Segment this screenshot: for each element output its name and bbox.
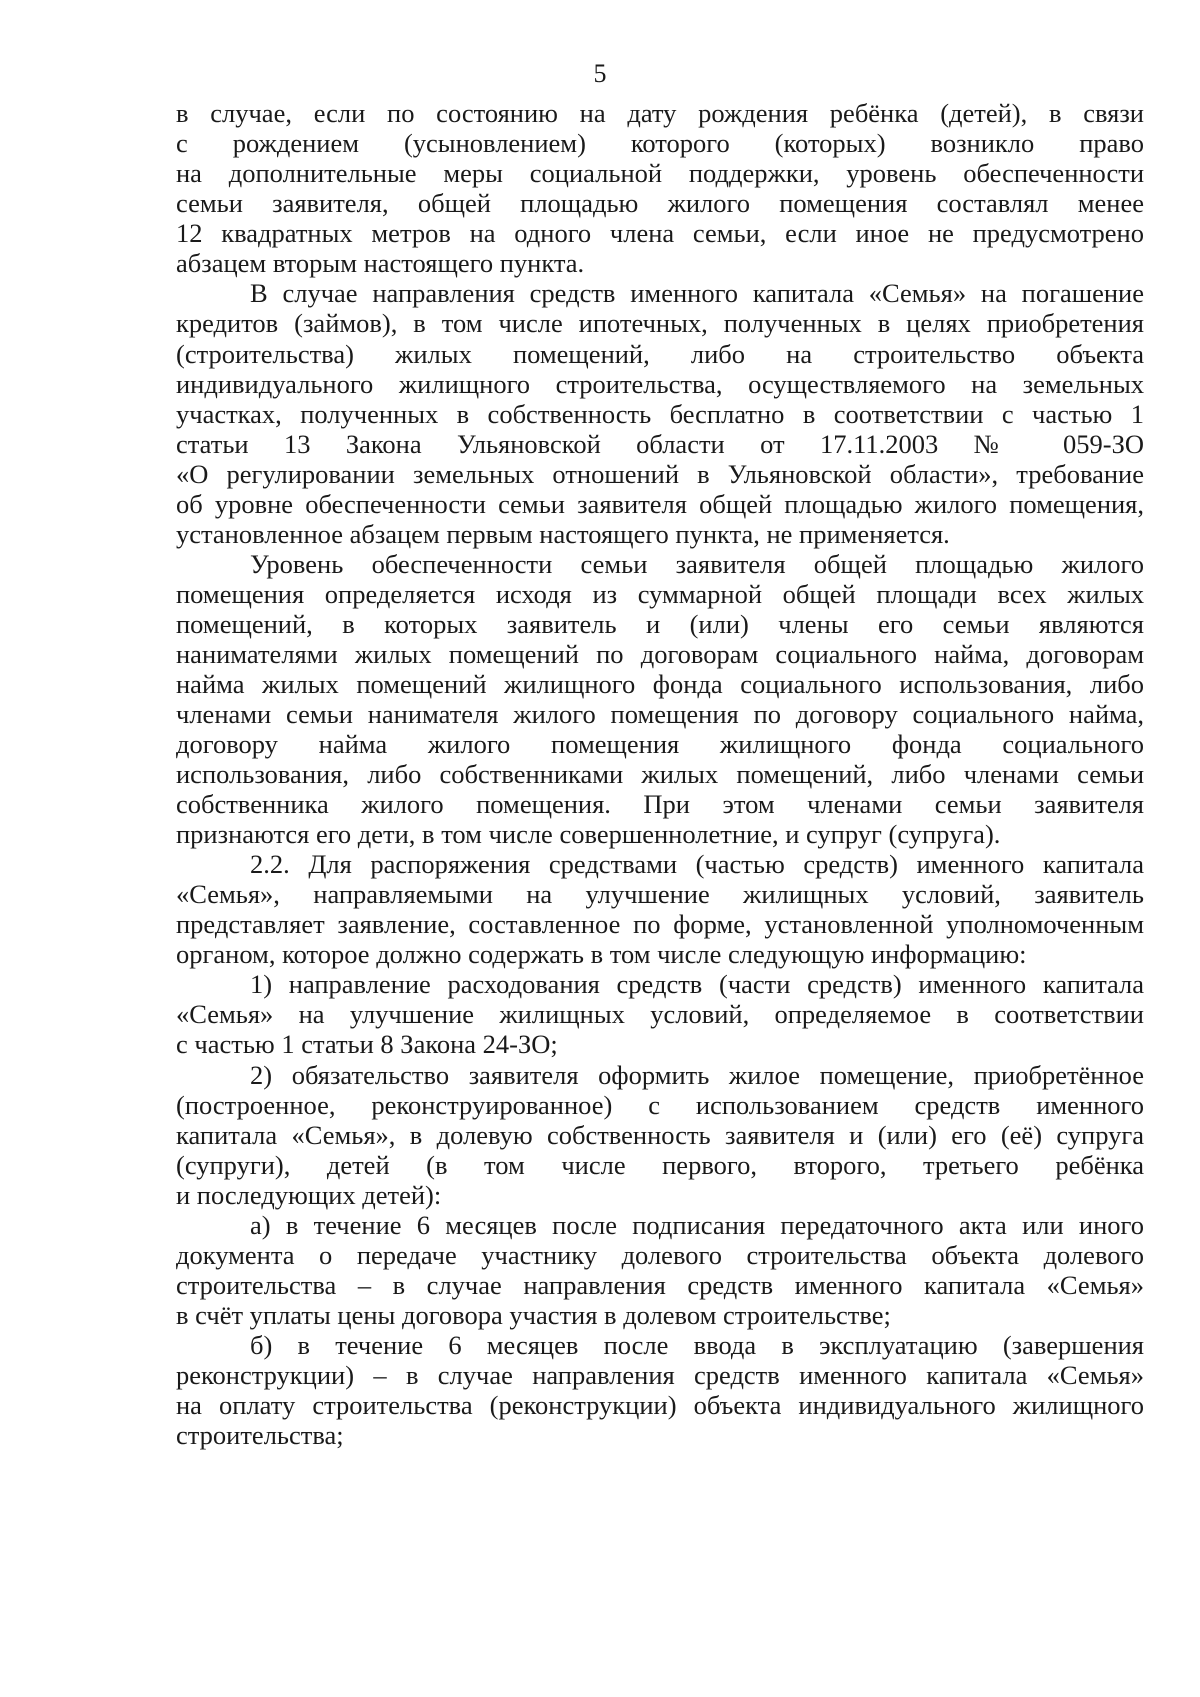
text-line: договору найма жилого помещения жилищного фонда социального	[176, 729, 1144, 759]
text-line: абзацем вторым настоящего пункта.	[176, 248, 585, 278]
text-line: (супруги), детей (в том числе первого, второго, третьего ребёнка	[176, 1150, 1144, 1180]
text-line: капитала «Семья», в долевую собственность заявителя и (или) его (её) супруга	[176, 1120, 1144, 1150]
text-line: в счёт уплаты цены договора участия в долевом строительстве;	[176, 1300, 891, 1330]
text-line: нанимателями жилых помещений по договорам социального найма, договорам	[176, 639, 1144, 669]
text-line: «О регулировании земельных отношений в Ульяновской области», требование	[176, 459, 1144, 489]
text-line: а) в течение 6 месяцев после подписания передаточного акта или иного	[250, 1210, 1144, 1240]
text-line: Уровень обеспеченности семьи заявителя общей площадью жилого	[250, 549, 1144, 579]
text-line: 2) обязательство заявителя оформить жилое помещение, приобретённое	[250, 1060, 1144, 1090]
text-line: представляет заявление, составленное по форме, установленной уполномоченным	[176, 909, 1144, 939]
text-line: с частью 1 статьи 8 Закона 24-ЗО;	[176, 1029, 558, 1059]
text-line: статьи 13 Закона Ульяновской области от 17.11.2003 № 059-ЗО	[176, 429, 1144, 459]
text-line: семьи заявителя, общей площадью жилого помещения составлял менее	[176, 188, 1144, 218]
text-line: «Семья», направляемыми на улучшение жилищных условий, заявитель	[176, 879, 1144, 909]
text-line: органом, которое должно содержать в том числе следующую информацию:	[176, 939, 1027, 969]
text-line: «Семья» на улучшение жилищных условий, определяемое в соответствии	[176, 999, 1144, 1029]
text-line: строительства – в случае направления средств именного капитала «Семья»	[176, 1270, 1144, 1300]
text-line: с рождением (усыновлением) которого (которых) возникло право	[176, 128, 1144, 158]
text-line: (построенное, реконструированное) с использованием средств именного	[176, 1090, 1144, 1120]
text-line: помещений, в которых заявитель и (или) члены его семьи являются	[176, 609, 1144, 639]
text-line: собственника жилого помещения. При этом членами семьи заявителя	[176, 789, 1144, 819]
text-line: 2.2. Для распоряжения средствами (частью средств) именного капитала	[250, 849, 1144, 879]
text-line: на дополнительные меры социальной поддержки, уровень обеспеченности	[176, 158, 1144, 188]
text-line: и последующих детей):	[176, 1180, 442, 1210]
text-line: членами семьи нанимателя жилого помещения по договору социального найма,	[176, 699, 1144, 729]
text-line: строительства;	[176, 1420, 344, 1450]
text-line: помещения определяется исходя из суммарной общей площади всех жилых	[176, 579, 1144, 609]
text-line: индивидуального жилищного строительства, осуществляемого на земельных	[176, 369, 1144, 399]
text-line: найма жилых помещений жилищного фонда социального использования, либо	[176, 669, 1144, 699]
text-line: (строительства) жилых помещений, либо на строительство объекта	[176, 339, 1144, 369]
text-line: участках, полученных в собственность бесплатно в соответствии с частью 1	[176, 399, 1144, 429]
text-line: об уровне обеспеченности семьи заявителя общей площадью жилого помещения,	[176, 489, 1144, 519]
text-line: б) в течение 6 месяцев после ввода в эксплуатацию (завершения	[250, 1330, 1144, 1360]
text-line: установленное абзацем первым настоящего пункта, не применяется.	[176, 519, 950, 549]
text-line: в случае, если по состоянию на дату рождения ребёнка (детей), в связи	[176, 98, 1144, 128]
text-line: реконструкции) – в случае направления средств именного капитала «Семья»	[176, 1360, 1144, 1390]
text-line: В случае направления средств именного капитала «Семья» на погашение	[250, 278, 1144, 308]
text-line: признаются его дети, в том числе совершеннолетние, и супруг (супруга).	[176, 819, 1001, 849]
text-line: кредитов (займов), в том числе ипотечных, полученных в целях приобретения	[176, 308, 1144, 338]
text-line: документа о передаче участнику долевого строительства объекта долевого	[176, 1240, 1144, 1270]
text-line: 12 квадратных метров на одного члена семьи, если иное не предусмотрено	[176, 218, 1144, 248]
text-line: на оплату строительства (реконструкции) объекта индивидуального жилищного	[176, 1390, 1144, 1420]
page-number: 5	[593, 59, 607, 88]
text-line: 1) направление расходования средств (части средств) именного капитала	[250, 969, 1144, 999]
text-line: использования, либо собственниками жилых помещений, либо членами семьи	[176, 759, 1144, 789]
